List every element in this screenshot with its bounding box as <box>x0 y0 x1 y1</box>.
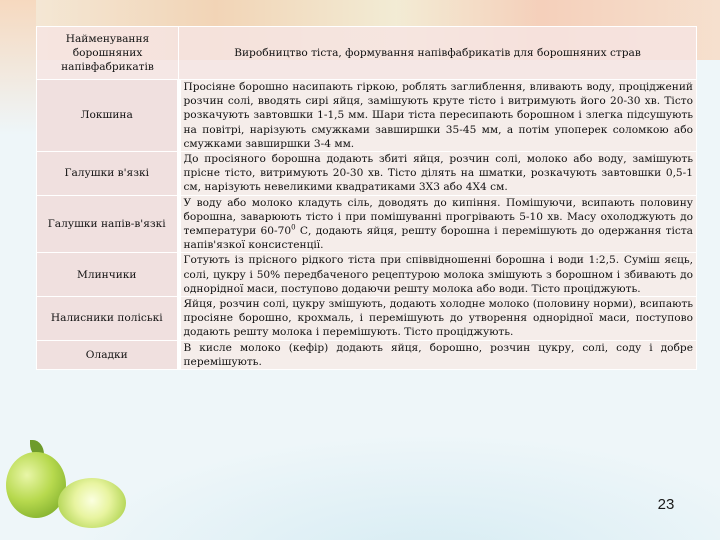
apple-half-icon <box>58 478 126 528</box>
product-description <box>179 195 697 253</box>
header-product-name: Найменування борошняних напівфабрикатів <box>37 27 179 80</box>
product-description: Яйця, розчин солі, цукру змішують, додають холодне молоко (половину норми), всипають просіяне борошно, крохмаль, і перемішують до утворення однорідної маси, поступово додають решту молока і перемішують. Тісто проціджують. <box>179 297 697 341</box>
product-description: В кисле молоко (кефір) додають яйця, борошно, розчин цукру, солі, соду і добре перемішують. <box>179 340 697 369</box>
dough-products-table <box>36 26 697 370</box>
product-description: Просіяне борошно насипають гіркою, роблять заглиблення, вливають воду, проціджений розчин солі, вводять сирі яйця, замішують круте тісто і витримують його 20-30 хв. Тісто розкачують завтовшки 1-1,5 мм. Шари тіста пересипають борошном і злегка підсушують на повітрі, нарізують смужками завширшки 35-45 мм, а потім упоперек соломкою або смужками завширшки 3-4 мм. <box>179 80 697 152</box>
product-name: Налисники поліські <box>37 297 179 341</box>
product-description: До просіяного борошна додають збиті яйця, розчин солі, молоко або воду, замішують прісне тісто, витримують 20-30 хв. Тісто ділять на шматки, розкачують завтовшки 0,5-1 см, нарізують невеликими квадратиками 3Х3 або 4Х4 см. <box>179 152 697 196</box>
degree-superscript: 0 <box>291 223 296 232</box>
table-row <box>37 195 697 253</box>
green-apple-icon <box>6 452 66 518</box>
table-row <box>37 152 697 196</box>
product-name: Млинчики <box>37 253 179 297</box>
table-row <box>37 340 697 369</box>
table-header-row <box>37 27 697 80</box>
table-row <box>37 80 697 152</box>
product-name: Локшина <box>37 80 179 152</box>
description-text-part: У воду або молоко кладуть сіль, доводять до кипіння. Помішуючи, всипають половину борошна, заварюють тісто і при помішуванні прогрівають 5-10 хв. Масу охолоджують до температури 60-70 <box>183 196 693 238</box>
product-description: Готують із прісного рідкого тіста при співвідношенні борошна і води 1:2,5. Суміш яєць, солі, цукру і 50% передбаченого рецептурою молока змішують з борошном і збивають до однорідної маси, поступово додаючи решту молока або води. Тісто проціджують. <box>179 253 697 297</box>
table-row <box>37 297 697 341</box>
product-name: Оладки <box>37 340 179 369</box>
table-row <box>37 253 697 297</box>
description-text-part: С, додають яйця, решту борошна і перемішують до одержання тіста напів'язкої консистенції. <box>183 225 693 252</box>
slide-page-number: 23 <box>657 496 675 513</box>
header-production-description: Виробництво тіста, формування напівфабрикатів для борошняних страв <box>179 27 697 80</box>
product-name: Галушки напів-в'язкі <box>37 195 179 253</box>
product-name: Галушки в'язкі <box>37 152 179 196</box>
